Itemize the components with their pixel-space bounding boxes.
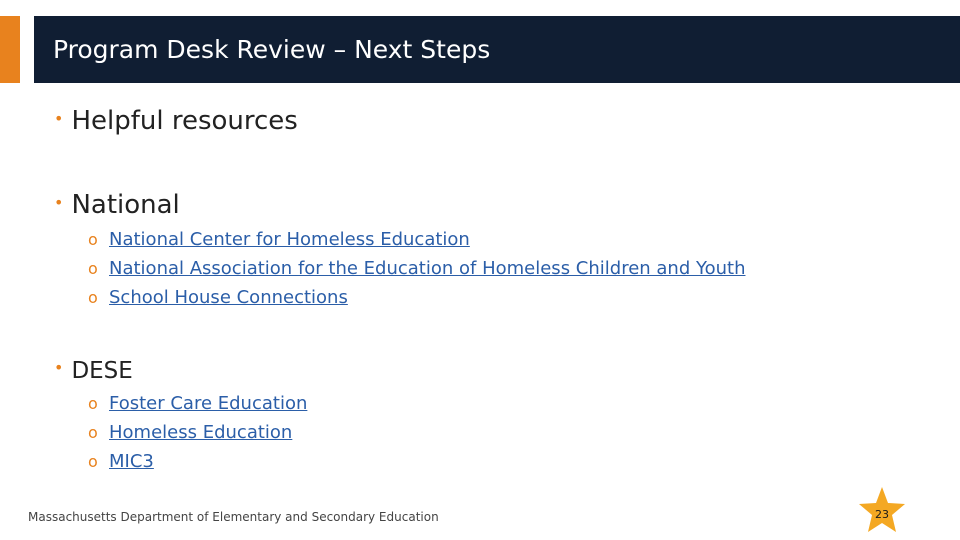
list-item [88, 389, 307, 418]
bullet-helpful-resources-label: Helpful resources [71, 106, 298, 136]
link-school-house-connections[interactable]: School House Connections [109, 287, 348, 308]
list-item [88, 254, 745, 283]
bullet-helpful-resources [54, 108, 298, 134]
dese-resources-list [88, 389, 307, 476]
page-number-badge [857, 486, 907, 534]
title-bar [34, 16, 960, 83]
sub-bullet-marker: o [88, 423, 98, 442]
bullet-dese-label: DESE [71, 358, 133, 384]
list-item [88, 225, 745, 254]
sub-bullet-marker: o [88, 230, 98, 249]
link-naehcy[interactable]: National Association for the Education of Homeless Children and Youth [109, 258, 746, 279]
sub-bullet-marker: o [88, 394, 98, 413]
page-title: Program Desk Review – Next Steps [53, 35, 491, 64]
page-number: 23 [875, 508, 889, 521]
link-mic3[interactable]: MIC3 [109, 451, 154, 472]
list-item [88, 283, 745, 312]
link-national-center-homeless-education[interactable]: National Center for Homeless Education [109, 229, 470, 250]
sub-bullet-marker: o [88, 452, 98, 471]
national-resources-list [88, 225, 745, 312]
bullet-dese [54, 360, 133, 383]
footer-organization: Massachusetts Department of Elementary and Secondary Education [28, 510, 439, 524]
bullet-national-label: National [71, 190, 180, 220]
bullet-national [54, 192, 180, 218]
sub-bullet-marker: o [88, 259, 98, 278]
accent-bar [0, 16, 20, 83]
link-foster-care-education[interactable]: Foster Care Education [109, 393, 308, 414]
bullet-marker: • [54, 358, 64, 377]
bullet-marker: • [54, 193, 64, 212]
list-item [88, 418, 307, 447]
sub-bullet-marker: o [88, 288, 98, 307]
list-item [88, 447, 307, 476]
link-homeless-education[interactable]: Homeless Education [109, 422, 293, 443]
bullet-marker: • [54, 109, 64, 128]
